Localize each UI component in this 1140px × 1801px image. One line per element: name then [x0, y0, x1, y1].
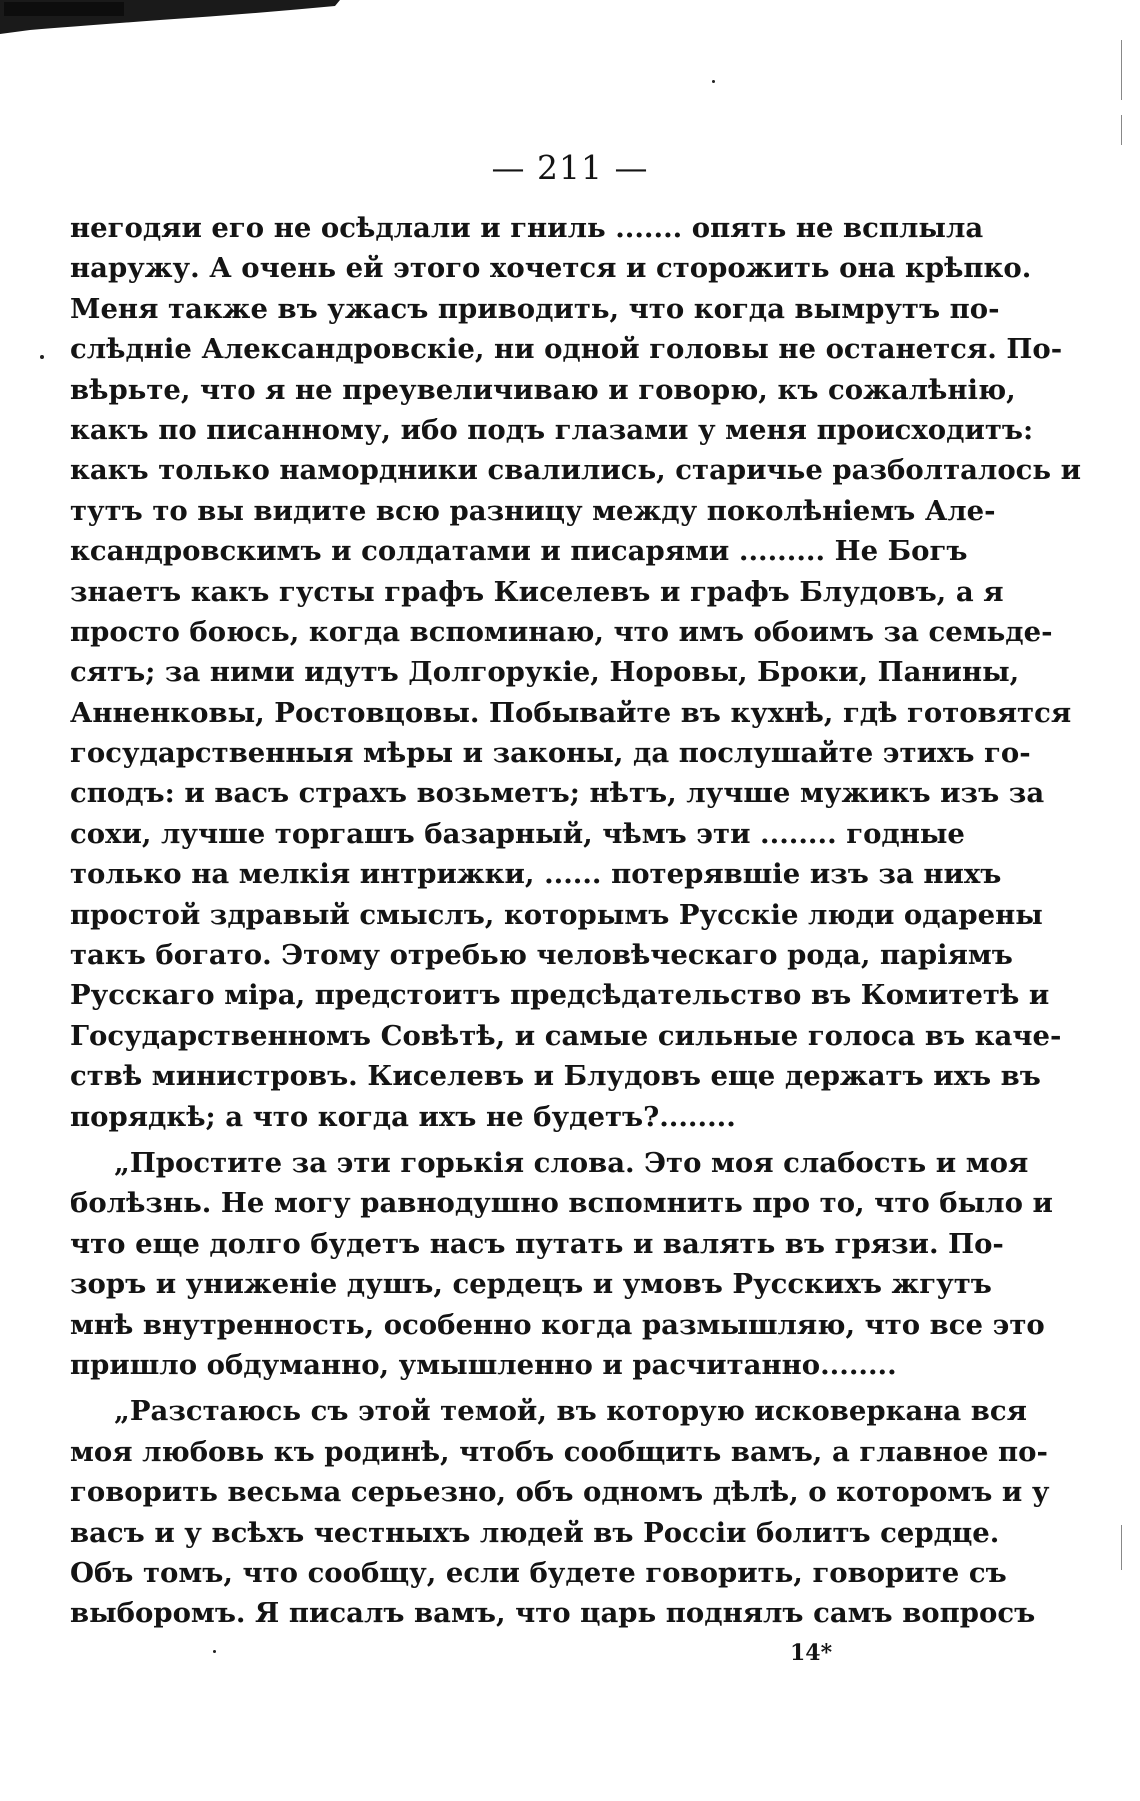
scan-speck	[712, 80, 715, 83]
scan-edge-line	[1121, 1525, 1122, 1570]
text-line: мнѣ внутренность, особенно когда размышляю, что все это	[70, 1308, 1045, 1341]
text-line: моя любовь къ родинѣ, чтобъ сообщить вамъ, а главное по-	[70, 1435, 1048, 1468]
text-line: ксандровскимъ и солдатами и писарями ......... Не Богъ	[70, 535, 968, 568]
text-line: болѣзнь. Не могу равнодушно вспомнить про то, что было и	[70, 1187, 1053, 1220]
scan-edge-line	[1121, 40, 1122, 100]
text-line: „Разстаюсь съ этой темой, въ которую исковеркана вся	[114, 1395, 1027, 1428]
text-line: негодяи его не осѣдлали и гниль ....... опять не всплыла	[70, 212, 984, 244]
text-line: слѣдніе Александровскіе, ни одной головы не останется. По-	[70, 333, 1063, 366]
text-line: простой здравый смыслъ, которымъ Русскіе люди одарены	[70, 898, 1043, 931]
text-line: какъ только намордники свалились, старичье разболталось и	[70, 454, 1082, 487]
text-line: что еще долго будетъ насъ путать и валять въ грязи. По-	[70, 1227, 1004, 1260]
scan-speck	[40, 355, 44, 359]
text-line: зоръ и униженіе душъ, сердецъ и умовъ Русскихъ жгутъ	[70, 1268, 992, 1301]
text-line: порядкѣ; а что когда ихъ не будетъ?........	[70, 1100, 736, 1133]
text-line: сподъ: и васъ страхъ возьметъ; нѣтъ, лучше мужикъ изъ за	[70, 777, 1045, 810]
body-text	[70, 208, 1082, 1634]
text-line: Анненковы, Ростовцовы. Побывайте въ кухнѣ, гдѣ готовятся	[70, 696, 1072, 729]
scan-edge-line	[1121, 115, 1122, 145]
text-line: какъ по писанному, ибо подъ глазами у меня происходитъ:	[70, 413, 1034, 446]
text-line: только на мелкія интрижки, ...... потерявшіе изъ за нихъ	[70, 858, 1002, 891]
text-line: наружу. А очень ей этого хочется и сторожить она крѣпко.	[70, 252, 1032, 285]
text-line: пришло обдуманно, умышленно и расчитанно........	[70, 1348, 897, 1381]
scan-edge-smudge	[0, 0, 340, 34]
signature-mark: 14*	[790, 1640, 833, 1666]
text-line: просто боюсь, когда вспоминаю, что имъ обоимъ за семьде-	[70, 615, 1053, 648]
text-line: ствѣ министровъ. Киселевъ и Блудовъ еще держатъ ихъ въ	[70, 1060, 1041, 1093]
text-line: сятъ; за ними идутъ Долгорукіе, Норовы, Броки, Панины,	[70, 656, 1020, 689]
text-line: такъ богато. Этому отребью человѣческаго рода, паріямъ	[70, 939, 1013, 972]
text-line: васъ и у всѣхъ честныхъ людей въ Россіи болитъ сердце.	[70, 1516, 1000, 1549]
text-line: государственныя мѣры и законы, да послушайте этихъ го-	[70, 737, 1031, 770]
text-line: Государственномъ Совѣтѣ, и самые сильные голоса въ каче-	[70, 1019, 1062, 1052]
page-number: — 211 —	[491, 148, 649, 187]
text-line: тутъ то вы видите всю разницу между поколѣніемъ Але-	[70, 494, 996, 527]
text-line: сохи, лучше торгашъ базарный, чѣмъ эти ........ годные	[70, 817, 965, 850]
text-line: знаетъ какъ густы графъ Киселевъ и графъ Блудовъ, а я	[70, 575, 1004, 608]
text-line: Русскаго міра, предстоитъ предсѣдательство въ Комитетѣ и	[70, 979, 1050, 1012]
text-line: вѣрьте, что я не преувеличиваю и говорю, къ сожалѣнію,	[70, 373, 1016, 406]
text-line: говорить весьма серьезно, объ одномъ дѣлѣ, о которомъ и у	[70, 1476, 1050, 1509]
text-line: Меня также въ ужасъ приводить, что когда вымрутъ по-	[70, 292, 1000, 325]
text-line: Объ томъ, что сообщу, если будете говорить, говорите съ	[70, 1556, 1007, 1589]
text-line: „Простите за эти горькія слова. Это моя слабость и моя	[114, 1146, 1029, 1179]
text-line: выборомъ. Я писалъ вамъ, что царь поднялъ самъ вопросъ	[70, 1597, 1036, 1630]
scan-speck	[213, 1650, 216, 1653]
